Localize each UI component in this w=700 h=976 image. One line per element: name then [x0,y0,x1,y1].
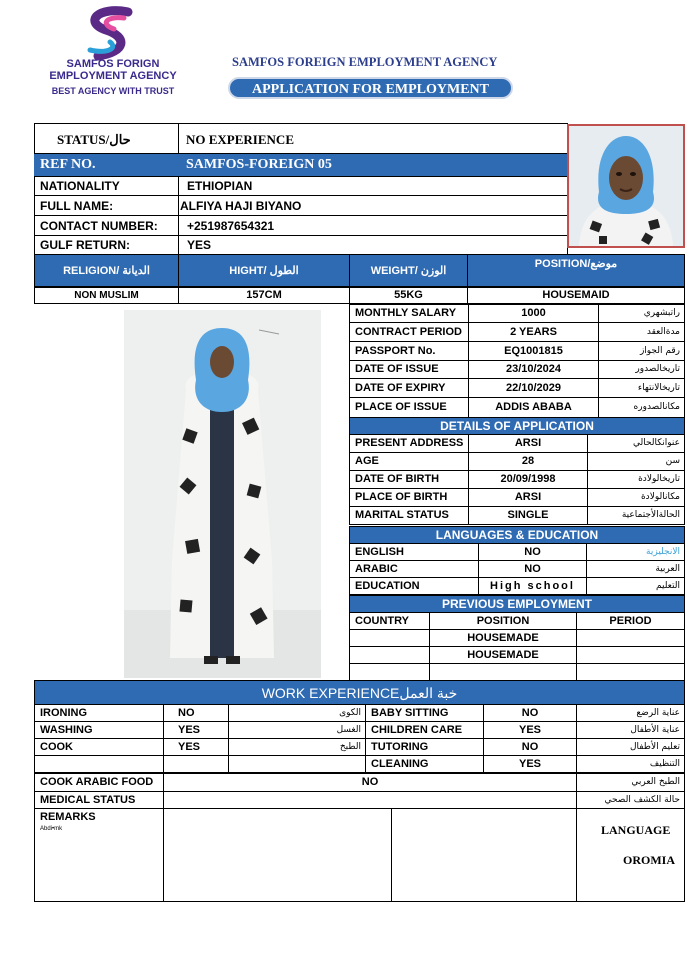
fullname-value: ALFIYA HAJI BIYANO [180,199,302,213]
contract-value-cell [468,397,599,418]
contract-ar: مدةالعقد [646,327,680,337]
weight-value: 55KG [394,289,423,301]
contract-ar: تاريخالانتهاء [637,383,680,393]
language-label: ENGLISH [355,546,404,558]
language-ar-cell [586,560,685,578]
remarks-box-2 [391,808,577,902]
contract-value: 2 YEARS [510,326,557,338]
fullname-label: FULL NAME: [40,199,114,213]
language-value-cell [478,577,587,595]
work-right-value-cell [483,704,577,722]
details-value: 20/09/1998 [500,473,556,485]
samfos-logo-icon [28,4,198,64]
language-value: NO [524,546,541,558]
contract-label-cell [349,378,469,398]
work-left-ar: الغسل [336,725,361,735]
language-ar-cell [586,543,685,561]
details-ar-cell [587,488,685,507]
contract-ar: مكانالصدوره [633,402,680,412]
work-right-label-cell [365,738,484,756]
contact-value: +251987654321 [187,219,275,233]
height-header [178,254,350,287]
details-label-cell [349,452,469,471]
nationality-value: ETHIOPIAN [187,179,253,193]
prev-position: HOUSEMADE [467,649,539,661]
language-label: ARABIC [355,563,398,575]
prev-period-cell [576,646,685,664]
contract-label-cell [349,304,469,323]
form-title: APPLICATION FOR EMPLOYMENT [228,77,513,99]
religion-value: NON MUSLIM [74,290,139,301]
work-left-ar-cell [228,721,366,739]
work-left-ar: الطبخ [339,742,361,752]
language-label-cell [349,560,479,578]
language-value: High school [490,580,575,592]
agency-name: SAMFOS FOREIGN EMPLOYMENT AGENCY [232,55,498,69]
prev-period-header: PERIOD [609,615,652,627]
contract-value-cell [468,360,599,379]
details-header [349,417,685,435]
prev-title: PREVIOUS EMPLOYMENT [441,597,593,611]
contract-value-cell [468,378,599,398]
language-label-cell [349,577,479,595]
language-ar: العربية [655,564,680,574]
full-body-photo [124,310,321,678]
work-right-label: CHILDREN CARE [371,724,463,736]
details-ar: سن [665,456,680,466]
details-label: PLACE OF BIRTH [355,491,448,503]
cook-arabic-label: COOK ARABIC FOOD [40,776,154,788]
ref-value: SAMFOS-FOREIGN 05 [186,157,332,172]
details-ar-cell [587,470,685,489]
language-box [576,808,685,902]
work-left-ar-cell [228,738,366,756]
work-left-value: YES [178,741,201,753]
details-label-cell [349,470,469,489]
details-ar: مكانالولادة [640,492,680,502]
details-label: PRESENT ADDRESS [355,437,464,449]
nationality-label: NATIONALITY [40,179,120,193]
medical-ar: حالة الكشف الصحي [604,795,680,805]
nationality-label-cell [34,176,179,196]
details-title: DETAILS OF APPLICATION [440,419,594,433]
medical-value-cell [163,791,577,809]
contract-label-cell [349,341,469,361]
cook-arabic-ar: الطبخ العربي [631,777,680,787]
work-left-ar-cell [228,755,366,773]
details-label-cell [349,488,469,507]
details-ar-cell [587,506,685,525]
position-value-cell [467,287,685,304]
work-left-label-cell [34,704,164,722]
work-left-value-cell [163,755,229,773]
weight-header [349,254,468,287]
work-left-label: IRONING [40,707,88,719]
contract-ar-cell [598,304,685,323]
work-left-ar: الكوى [339,708,361,718]
fullname-label-cell [34,195,179,216]
work-left-label: WASHING [40,724,93,736]
contract-value: 22/10/2029 [505,382,562,394]
prev-col-country [349,612,430,630]
nationality-value-cell [178,176,568,196]
details-ar: الحالةالأجتماعية [621,510,680,520]
work-right-ar: تعليم الأطفال [629,742,680,752]
contract-ar: تاريخالصدور [635,364,680,374]
prev-position-cell [429,629,577,647]
logo-line2: EMPLOYMENT AGENCY [49,70,177,82]
details-ar-cell [587,452,685,471]
height-value: 157CM [246,289,282,301]
work-left-label-cell [34,738,164,756]
language-value: NO [524,563,541,575]
contract-ar: راتبشهري [643,308,680,318]
contract-ar-cell [598,378,685,398]
contract-value: 1000 [521,307,546,319]
work-right-label: TUTORING [371,741,429,753]
position-value: HOUSEMAID [542,289,610,301]
contract-label-cell [349,322,469,342]
work-left-value: NO [178,707,195,719]
contract-value: EQ1001815 [504,345,563,357]
status-label-cell [34,123,179,154]
work-right-label-cell [365,755,484,773]
contract-ar-cell [598,397,685,418]
contract-value: 23/10/2024 [505,363,562,375]
work-right-ar-cell [576,721,685,739]
language-ar: التعليم [656,581,680,591]
work-right-value: NO [521,741,539,753]
language-label: EDUCATION [355,580,420,592]
contract-label-cell [349,397,469,418]
details-value: 28 [521,455,535,467]
cook-arabic-value-cell [163,773,577,792]
work-right-value: YES [518,724,541,736]
prev-country-cell [349,646,430,664]
remarks-label-cell [34,808,164,902]
logo-line1: SAMFOS FORIGN [66,58,160,70]
languages-header [349,526,685,544]
cook-arabic-value: NO [361,776,379,788]
height-label: HIGHT/ الطول [229,265,299,277]
prev-period-cell [576,629,685,647]
details-value-cell [468,470,588,489]
language-value-cell [478,543,587,561]
gulf-value-cell [178,235,568,255]
contact-value-cell [178,215,568,236]
height-value-cell [178,287,350,304]
work-left-value-cell [163,738,229,756]
weight-value-cell [349,287,468,304]
work-title: WORK EXPERIENCEخبة العمل [261,685,458,701]
contract-ar-cell [598,341,685,361]
cook-arabic-label-cell [34,773,164,792]
passport-photo [567,124,685,248]
prev-header [349,595,685,613]
details-label: DATE OF BIRTH [355,473,440,485]
position-header [467,254,685,287]
prev-country-cell [349,663,430,681]
work-right-ar: عناية الأطفال [630,725,680,735]
details-value: ARSI [514,437,542,449]
prev-col-period [576,612,685,630]
details-ar: تاريخالولادة [638,474,680,484]
work-left-label-cell [34,721,164,739]
status-value: NO EXPERIENCE [186,132,294,147]
prev-period-cell [576,663,685,681]
status-label: STATUS/حال [57,132,131,147]
position-label: POSITION/موضع [534,258,618,270]
prev-position-header: POSITION [476,615,530,627]
gulf-label-cell [34,235,179,255]
prev-position-cell [429,646,577,664]
details-label: AGE [355,455,379,467]
work-header [34,680,685,705]
gulf-label: GULF RETURN: [40,238,130,252]
languages-title: LANGUAGES & EDUCATION [435,528,599,542]
status-value-cell [178,123,568,154]
work-right-value-cell [483,755,577,773]
work-left-label: COOK [40,741,73,753]
work-left-value: YES [178,724,201,736]
details-label-cell [349,434,469,453]
language-ar-cell [586,577,685,595]
details-value-cell [468,488,588,507]
gulf-value: YES [187,238,212,252]
religion-header [34,254,179,287]
prev-position-cell [429,663,577,681]
contract-value-cell [468,304,599,323]
logo-tagline: BEST AGENCY WITH TRUST [51,86,175,96]
contract-label: PLACE OF ISSUE [355,401,447,413]
work-right-ar-cell [576,755,685,773]
prev-col-position [429,612,577,630]
prev-country-cell [349,629,430,647]
work-left-ar-cell [228,704,366,722]
details-label: MARITAL STATUS [355,509,449,521]
ref-row [34,154,568,176]
contract-ar-cell [598,360,685,379]
contract-ar: رقم الجواز [639,346,680,356]
work-left-value-cell [163,704,229,722]
work-right-label: BABY SITTING [371,707,449,719]
work-right-value-cell [483,721,577,739]
details-ar: عنوانكالحالي [633,438,680,448]
religion-value-cell [34,287,179,304]
cook-arabic-ar-cell [576,773,685,792]
remarks-label: REMARKS [40,811,96,823]
contract-label: CONTRACT PERIOD [355,326,462,338]
contact-label: CONTACT NUMBER: [40,219,158,233]
work-right-ar-cell [576,704,685,722]
contract-value-cell [468,341,599,361]
ref-label: REF NO. [40,157,96,172]
details-ar-cell [587,434,685,453]
details-value-cell [468,434,588,453]
details-value: SINGLE [507,509,549,521]
details-value-cell [468,506,588,525]
work-right-value: NO [521,707,539,719]
contract-label-cell [349,360,469,379]
medical-label-cell [34,791,164,809]
details-label-cell [349,506,469,525]
work-right-ar: التنظيف [649,759,680,769]
remarks-box-1 [163,808,392,902]
prev-country-header: COUNTRY [355,615,409,627]
contract-label: DATE OF EXPIRY [355,382,446,394]
language-box-value: OROMIA [623,853,675,867]
work-right-label: CLEANING [371,758,429,770]
medical-ar-cell [576,791,685,809]
language-label-cell [349,543,479,561]
work-left-value-cell [163,721,229,739]
weight-label: WEIGHT/ الوزن [370,265,447,277]
contract-label: MONTHLY SALARY [355,307,457,319]
work-left-label-cell [34,755,164,773]
remarks-note: Abdi•mk [40,826,63,832]
prev-position: HOUSEMADE [467,632,539,644]
work-right-ar: عناية الرضع [636,708,680,718]
contract-label: PASSPORT No. [355,345,436,357]
fullname-value-cell [178,195,568,216]
medical-label: MEDICAL STATUS [40,794,136,806]
work-right-ar-cell [576,738,685,756]
language-box-label: LANGUAGE [601,823,671,837]
language-value-cell [478,560,587,578]
agency-logo [28,4,198,102]
contact-label-cell [34,215,179,236]
religion-label: RELIGION/ الديانة [63,265,150,277]
details-value: ARSI [514,491,542,503]
contract-value-cell [468,322,599,342]
contract-value: ADDIS ABABA [495,401,572,413]
details-value-cell [468,452,588,471]
work-right-value: YES [518,758,541,770]
work-right-label-cell [365,704,484,722]
work-right-label-cell [365,721,484,739]
contract-ar-cell [598,322,685,342]
work-right-value-cell [483,738,577,756]
contract-label: DATE OF ISSUE [355,363,439,375]
language-ar: الانجليزية [646,547,680,557]
